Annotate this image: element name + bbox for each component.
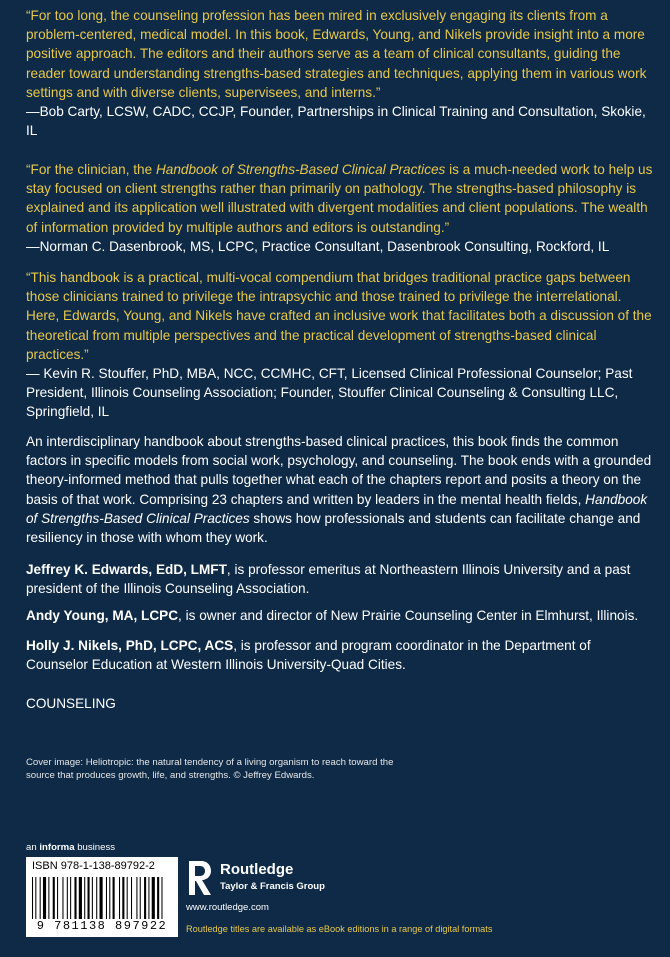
barcode-bars (32, 877, 172, 919)
quote-1 (26, 6, 654, 140)
bio-nikels-text: , is professor and program coordinator in the Department of Counselor Education at Western Illinois University-Quad Cities. (26, 638, 591, 673)
cover-credit: Cover image: Heliotropic: the natural tendency of a living organism to reach toward the source that produces growth, life, and strengths. © Jeffrey Edwards. (26, 757, 394, 781)
bio-young-text: , is owner and director of New Prairie Counseling Center in Elmhurst, Illinois. (178, 608, 639, 623)
bio-edwards-text: , is professor emeritus at Northeastern Illinois University and a past president of the Illinois Counseling Association. (26, 562, 631, 597)
isbn-text: ISBN 978-1-138-89792-2 (32, 860, 155, 872)
quote-2-text-end: is a much-needed work to help us stay focused on client strengths rather than primarily on pathology. The strengths-based philosophy is explained and its application well illustrated with divergent modalities and client populations. The wealth of information provided by multiple authors and editors is outstanding.” (26, 162, 653, 235)
bio-nikels-name: Holly J. Nikels, PhD, LCPC, ACS (26, 638, 234, 653)
routledge-logo-icon (186, 859, 214, 897)
bio-nikels (26, 636, 654, 674)
publisher-name: Routledge (220, 861, 294, 878)
quote-1-text: “For too long, the counseling profession has been mired in exclusively engaging its clients from a problem-centered, medical model. In this book, Edwards, Young, and Nikels provide insight into a more positive approach. The editors and their authors serve as a team of clinical consultants, guiding the reader toward understanding strengths-based strategies and techniques, applying them in various work settings and with diverse clients, supervisees, and interns.” (26, 8, 647, 100)
bio-young-name: Andy Young, MA, LCPC (26, 608, 179, 623)
quote-2 (26, 160, 654, 256)
ebook-note: Routledge titles are available as eBook editions in a range of digital formats (186, 924, 493, 934)
bio-edwards (26, 560, 654, 598)
informa-line (26, 842, 115, 853)
quote-3 (26, 268, 654, 422)
informa-bold: informa (39, 842, 75, 853)
quote-3-text: “This handbook is a practical, multi-vocal compendium that bridges traditional practice gaps between those clinicians trained to privilege the intrapsychic and those trained to privilege the interrelational. Here, Edwards, Young, and Nikels have crafted an inclusive work that facilitates both a discussion of the theoretical from multiple perspectives and the practical development of strengths-based clinical practices.” (26, 270, 652, 362)
description-text-start: An interdisciplinary handbook about strengths-based clinical practices, this book finds the common factors in specific models from social work, psychology, and counseling. The book ends with a grounded theory-informed method that pulls together what each of the chapters report and posits a theory on the basis of that work. Comprising 23 chapters and written by leaders in the mental health fields, (26, 434, 652, 507)
quote-2-book-title: Handbook of Strengths-Based Clinical Practices (155, 162, 446, 177)
publisher-url[interactable]: www.routledge.com (186, 902, 269, 913)
informa-suffix: business (74, 842, 116, 853)
bio-edwards-name: Jeffrey K. Edwards, EdD, LMFT (26, 562, 227, 577)
description-text-end: shows how professionals and students can facilitate change and resiliency in those with whom they work. (26, 510, 641, 546)
barcode-box (26, 857, 178, 937)
quote-3-attribution: — Kevin R. Stouffer, PhD, MBA, NCC, CCMHC, CFT, Licensed Clinical Professional Counselor; Past President, Illinois Counseling Association; Founder, Stouffer Clinical Counseling & Consulting LLC, Springfield, IL (26, 366, 633, 420)
book-description (26, 432, 654, 547)
publisher-group: Taylor & Francis Group (220, 881, 325, 892)
informa-prefix: an (26, 842, 40, 853)
barcode-number: 9 781138 897922 (36, 919, 168, 933)
quote-2-text-start: “For the clinician, the (26, 162, 156, 177)
quote-1-attribution: —Bob Carty, LCSW, CADC, CCJP, Founder, Partnerships in Clinical Training and Consultation, Skokie, IL (26, 104, 646, 139)
bio-young (26, 606, 654, 625)
quote-2-text (26, 160, 654, 237)
description-book-title: Handbook of Strengths-Based Clinical Practices (26, 491, 648, 526)
category-label: COUNSELING (26, 696, 116, 711)
quote-2-attribution: —Norman C. Dasenbrook, MS, LCPC, Practice Consultant, Dasenbrook Consulting, Rockford, IL (26, 238, 610, 254)
